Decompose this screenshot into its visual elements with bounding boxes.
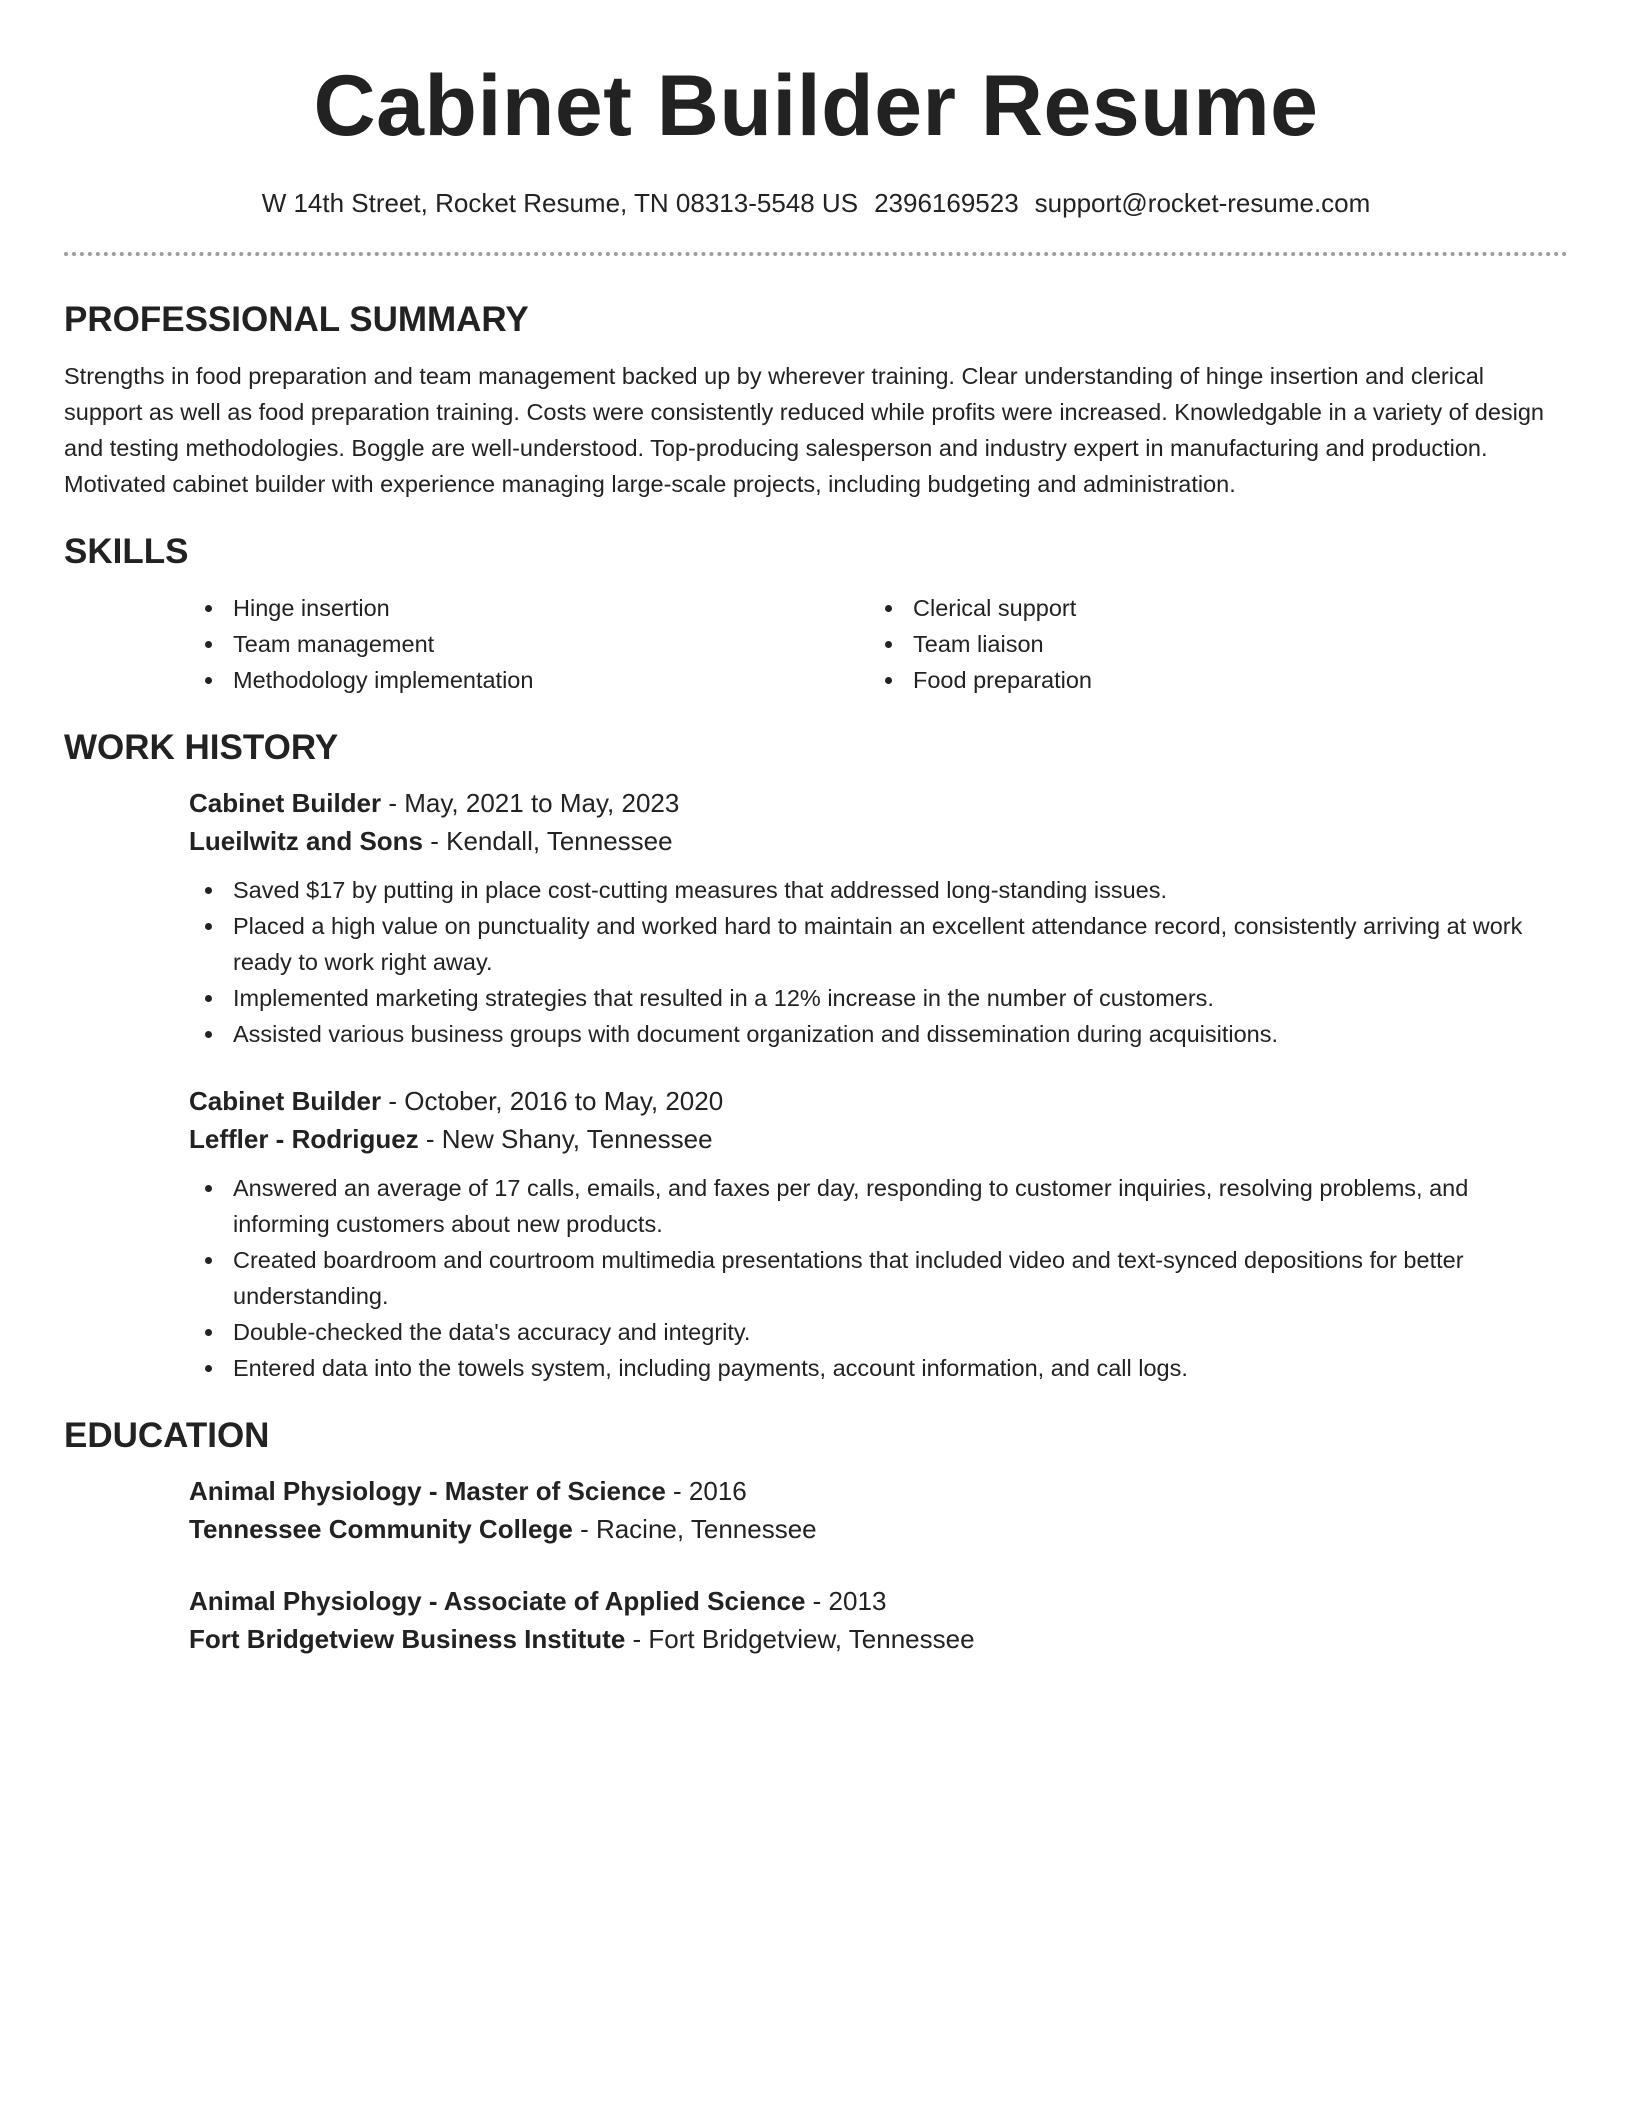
job-dates: - October, 2016 to May, 2020 <box>381 1086 724 1116</box>
school: Fort Bridgetview Business Institute <box>189 1624 626 1654</box>
job-bullets <box>189 1170 1568 1386</box>
school-location: - Racine, Tennessee <box>572 1514 817 1544</box>
job-bullet: Implemented marketing strategies that resulted in a 12% increase in the number of customers. <box>189 980 1568 1016</box>
graduation-year: - 2016 <box>665 1476 747 1506</box>
job-bullet: Double-checked the data's accuracy and integrity. <box>189 1314 1568 1350</box>
education-section <box>64 1414 1568 1658</box>
degree: Animal Physiology - Master of Science <box>189 1476 666 1506</box>
skill-item: Clerical support <box>869 590 1549 626</box>
summary-section <box>64 298 1568 502</box>
skills-heading: SKILLS <box>64 532 189 571</box>
skill-item: Team liaison <box>869 626 1549 662</box>
job-bullets <box>189 872 1568 1052</box>
skills-section <box>64 530 1568 698</box>
summary-text: Strengths in food preparation and team management backed up by wherever training. Clear understanding of hinge insertion and clerical support as well as food preparation training. Costs were consistently reduced while profits were increased. Knowledgable in a variety of design and testing methodologies. Boggle are well-understood. Top-producing salesperson and industry expert in manufacturing and production. Motivated cabinet builder with experience managing large-scale projects, including budgeting and administration. <box>64 363 1544 497</box>
degree: Animal Physiology - Associate of Applied Science <box>189 1586 806 1616</box>
job-bullet: Placed a high value on punctuality and worked hard to maintain an excellent attendance record, consistently arriving at work ready to work right away. <box>189 908 1568 980</box>
job-bullet: Created boardroom and courtroom multimedia presentations that included video and text-synced depositions for better understanding. <box>189 1242 1568 1314</box>
job-title-line <box>189 1082 1568 1120</box>
work-history-heading: WORK HISTORY <box>64 728 339 767</box>
job-title-line <box>189 784 1568 822</box>
resume-title: Cabinet Builder Resume <box>313 58 1319 154</box>
skill-item: Team management <box>189 626 869 662</box>
contact-address: W 14th Street, Rocket Resume, TN 08313-5548 US <box>261 188 859 218</box>
job-company-line <box>189 822 1568 860</box>
job-company-line <box>189 1120 1568 1158</box>
summary-heading: PROFESSIONAL SUMMARY <box>64 300 529 339</box>
work-history-section <box>64 726 1568 1386</box>
job-entry <box>189 784 1568 1052</box>
skill-item: Hinge insertion <box>189 590 869 626</box>
skill-item: Methodology implementation <box>189 662 869 698</box>
job-dates: - May, 2021 to May, 2023 <box>381 788 680 818</box>
school-line <box>189 1510 1568 1548</box>
job-bullet: Saved $17 by putting in place cost-cutting measures that addressed long-standing issues. <box>189 872 1568 908</box>
degree-line <box>189 1582 1568 1620</box>
education-entry <box>189 1582 1568 1658</box>
contact-phone: 2396169523 <box>874 188 1019 218</box>
school: Tennessee Community College <box>189 1514 573 1544</box>
degree-line <box>189 1472 1568 1510</box>
contact-line <box>64 186 1568 220</box>
skills-column-right <box>869 590 1549 698</box>
job-location: - New Shany, Tennessee <box>418 1124 713 1154</box>
skills-list <box>189 590 1568 698</box>
job-location: - Kendall, Tennessee <box>423 826 673 856</box>
school-location: - Fort Bridgetview, Tennessee <box>625 1624 975 1654</box>
contact-email: support@rocket-resume.com <box>1034 188 1371 218</box>
education-entry <box>189 1472 1568 1548</box>
skills-column-left <box>189 590 869 698</box>
job-bullet: Entered data into the towels system, including payments, account information, and call logs. <box>189 1350 1568 1386</box>
job-title: Cabinet Builder <box>189 788 382 818</box>
education-heading: EDUCATION <box>64 1416 270 1455</box>
school-line <box>189 1620 1568 1658</box>
job-bullet: Assisted various business groups with document organization and dissemination during acquisitions. <box>189 1016 1568 1052</box>
job-title: Cabinet Builder <box>189 1086 382 1116</box>
skill-item: Food preparation <box>869 662 1549 698</box>
job-company: Leffler - Rodriguez <box>189 1124 419 1154</box>
graduation-year: - 2013 <box>805 1586 887 1616</box>
header-divider <box>64 252 1568 256</box>
job-entry <box>189 1082 1568 1386</box>
job-bullet: Answered an average of 17 calls, emails, and faxes per day, responding to customer inquiries, resolving problems, and informing customers about new products. <box>189 1170 1568 1242</box>
job-company: Lueilwitz and Sons <box>189 826 424 856</box>
